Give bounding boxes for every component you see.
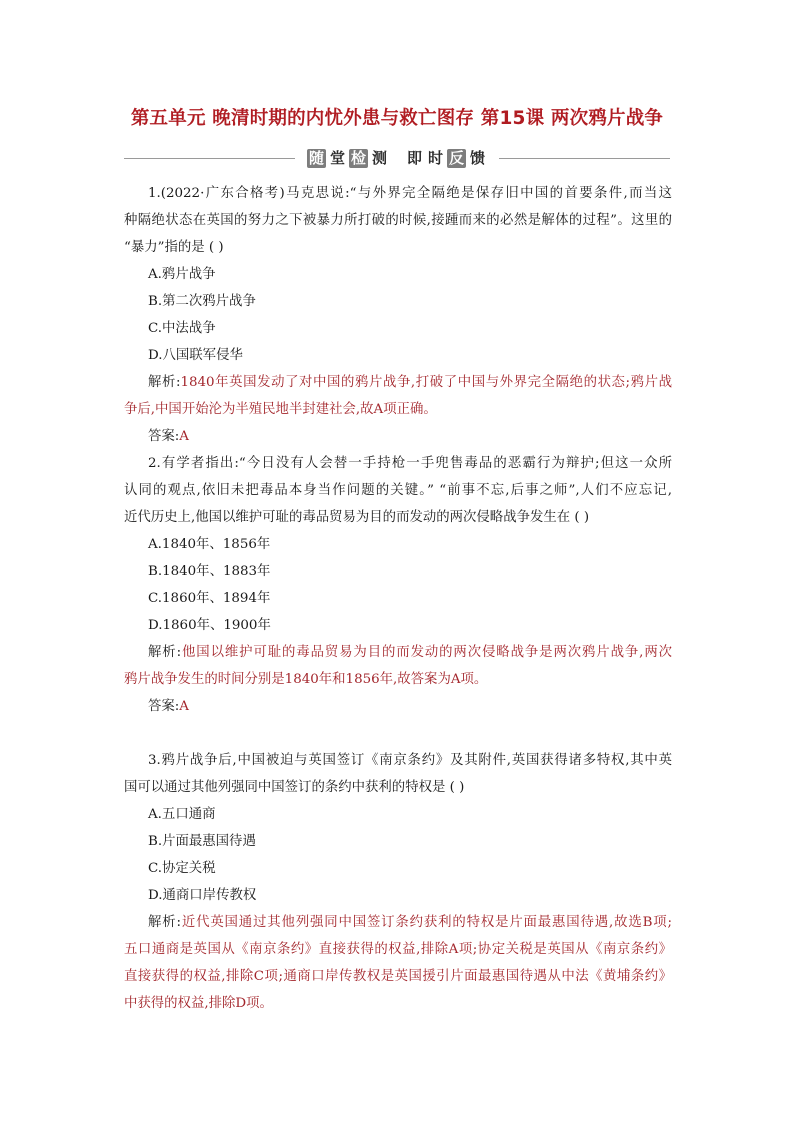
analysis-label: 解析: — [148, 375, 181, 390]
option-a: A.五口通商 — [148, 807, 216, 822]
banner-char: 反 — [448, 148, 464, 167]
option-d: D.1860年、1900年 — [148, 618, 271, 633]
analysis-line — [124, 909, 672, 936]
option-a: A.1840年、1856年 — [148, 537, 271, 552]
question-3 — [124, 747, 672, 1017]
section-banner — [124, 145, 670, 171]
banner-char: 堂 — [329, 148, 345, 167]
answer-label: 答案: — [148, 699, 180, 714]
question-1 — [124, 180, 672, 450]
banner-char: 测 — [371, 148, 387, 167]
option-b: B.片面最惠国待遇 — [148, 834, 256, 849]
banner-char: 检 — [350, 148, 366, 167]
answer-label: 答案: — [148, 429, 180, 444]
analysis-text: 争后,中国开始沦为半殖民地半封建社会,故A项正确。 — [124, 402, 437, 417]
banner-label — [307, 149, 487, 168]
banner-char: 馈 — [469, 148, 485, 167]
answer-line — [124, 693, 672, 720]
analysis-text: 他国以维护可耻的毒品贸易为目的而发动的两次侵略战争是两次鸦片战争,两次 — [181, 645, 672, 660]
analysis-text: 五口通商是英国从《南京条约》直接获得的权益,排除A项;协定关税是英国从《南京条约》 — [124, 942, 672, 957]
option-c: C.1860年、1894年 — [148, 591, 271, 606]
answer-value: A — [179, 429, 189, 444]
question-list — [124, 180, 672, 1017]
option-d: D.八国联军侵华 — [148, 348, 243, 363]
option-c: C.中法战争 — [148, 321, 216, 336]
question-stem-line: 近代历史上,他国以维护可耻的毒品贸易为目的而发动的两次侵略战争发生在 ( ) — [124, 510, 590, 525]
analysis-line — [124, 639, 672, 666]
question-stem-line: 2.有学者指出:“今日没有人会替一手持枪一手兜售毒品的恶霸行为辩护;但这一众所 — [148, 456, 672, 471]
page-title: 第五单元 晚清时期的内忧外患与救亡图存 第15课 两次鸦片战争 — [130, 108, 664, 129]
analysis-text: 近代英国通过其他列强同中国签订条约获利的特权是片面最惠国待遇,故选B项; — [181, 915, 673, 930]
option-c: C.协定关税 — [148, 861, 216, 876]
banner-rule-left — [124, 158, 295, 159]
question-stem-line: 国可以通过其他列强同中国签订的条约中获利的特权是 ( ) — [124, 780, 465, 795]
option-d: D.通商口岸传教权 — [148, 888, 257, 903]
analysis-label: 解析: — [148, 645, 182, 660]
analysis-label: 解析: — [148, 915, 181, 930]
option-b: B.第二次鸦片战争 — [148, 294, 256, 309]
answer-line — [124, 423, 672, 450]
analysis-text: 直接获得的权益,排除C项;通商口岸传教权是英国援引片面最惠国待遇从中法《黄埔条约》 — [124, 969, 672, 984]
analysis-text: 1840年英国发动了对中国的鸦片战争,打破了中国与外界完全隔绝的状态;鸦片战 — [180, 375, 673, 390]
question-2 — [124, 450, 672, 720]
option-a: A.鸦片战争 — [148, 267, 216, 282]
question-stem-line: 3.鸦片战争后,中国被迫与英国签订《南京条约》及其附件,英国获得诸多特权,其中英 — [148, 753, 672, 768]
banner-char: 随 — [308, 148, 324, 167]
banner-char: 即 — [406, 148, 422, 167]
question-stem-line: 种隔绝状态在英国的努力之下被暴力所打破的时候,接踵而来的必然是解体的过程”。这里的 — [124, 213, 672, 228]
answer-value: A — [179, 699, 189, 714]
banner-char: 时 — [427, 148, 443, 167]
question-stem-line: 认同的观点,依旧未把毒品本身当作问题的关键。” “前事不忘,后事之师”,人们不应忘记, — [124, 483, 672, 498]
option-b: B.1840年、1883年 — [148, 564, 271, 579]
analysis-text: 鸦片战争发生的时间分别是1840年和1856年,故答案为A项。 — [124, 672, 488, 687]
banner-rule-right — [499, 158, 670, 159]
question-stem-line: 1.(2022·广东合格考)马克思说:“与外界完全隔绝是保存旧中国的首要条件,而当这 — [148, 186, 672, 201]
question-stem-line: “暴力”指的是 ( ) — [124, 240, 224, 255]
analysis-text: 中获得的权益,排除D项。 — [124, 996, 273, 1011]
analysis-line — [124, 369, 672, 396]
